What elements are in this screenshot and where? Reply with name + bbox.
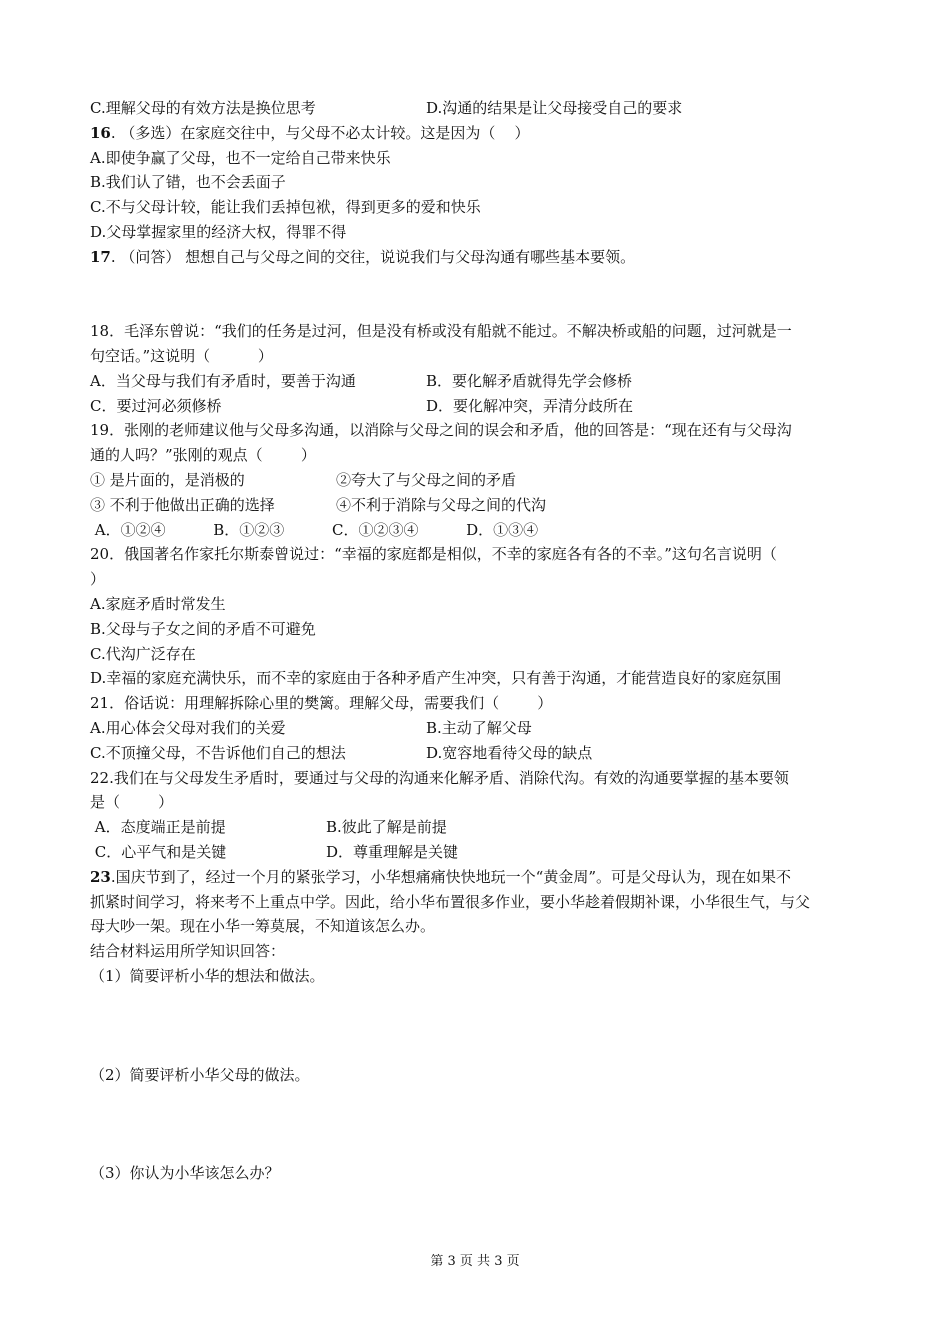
q21-option-c: C.不顶撞父母，不告诉他们自己的想法: [90, 743, 346, 762]
q20-stem-line2: ）: [90, 570, 106, 589]
q15-option-d: D.沟通的结果是让父母接受自己的要求: [426, 99, 683, 117]
q18-stem-line1: 18．毛泽东曾说：“我们的任务是过河，但是没有桥或没有船就不能过。不解决桥或船的问题，过河就是一: [90, 322, 792, 341]
q21-option-b: B.主动了解父母: [426, 718, 532, 737]
q19-item-3: ③ 不利于他做出正确的选择: [90, 495, 275, 514]
q15-option-c: C.理解父母的有效方法是换位思考: [90, 99, 316, 117]
q21-option-d: D.宽容地看待父母的缺点: [426, 743, 593, 762]
q18-options-cd: [90, 394, 865, 419]
q16-stem: [90, 121, 865, 146]
q17-number: 17: [90, 247, 111, 266]
q17-text: . （问答） 想想自己与父母之间的交往，说说我们与父母沟通有哪些基本要领。: [110, 247, 636, 266]
q16-number: 16: [90, 123, 111, 142]
q19-stem-line2: 通的人吗？”张刚的观点（ ）: [90, 446, 316, 465]
q22-stem-line2: 是（ ）: [90, 793, 174, 812]
q21-option-a: A.用心体会父母对我们的关爱: [90, 718, 286, 737]
q23-instruction: 结合材料运用所学知识回答：: [90, 942, 286, 961]
q21-options-ab: [90, 716, 865, 741]
q22-options-cd: [90, 840, 865, 865]
q19-item-4: ④不利于消除与父母之间的代沟: [336, 495, 547, 514]
q22-stem-line1: 22.我们在与父母发生矛盾时，要通过与父母的沟通来化解矛盾、消除代沟。有效的沟通要掌握的基本要领: [90, 768, 789, 787]
q19-items-12: [90, 468, 865, 493]
page-footer: 第 3 页 共 3 页: [430, 1254, 520, 1269]
q19-item-1: ① 是片面的，是消极的: [90, 470, 245, 489]
q23-stem-line2: 抓紧时间学习，将来考不上重点中学。因此，给小华布置很多作业，要小华趁着假期补课，小华很生气，与父: [90, 892, 811, 911]
q18-option-b: B．要化解矛盾就得先学会修桥: [426, 371, 633, 390]
q20-option-a: A.家庭矛盾时常发生: [90, 594, 226, 613]
q18-option-d: D．要化解冲突，弄清分歧所在: [426, 396, 634, 415]
q20-option-d: D.幸福的家庭充满快乐，而不幸的家庭由于各种矛盾产生冲突，只有善于沟通，才能营造良好的家庭氛围: [90, 669, 782, 688]
q22-option-d: D．尊重理解是关键: [326, 842, 459, 861]
q23-number: 23: [90, 867, 111, 886]
q16-text: . （多选）在家庭交往中，与父母不必太计较。这是因为（ ）: [110, 123, 530, 142]
q22-option-b: B.彼此了解是前提: [326, 818, 447, 837]
q19-items-34: [90, 493, 865, 518]
q23-subquestion-2: （2）简要评析小华父母的做法。: [90, 1065, 310, 1084]
q23-stem-line1: [90, 865, 865, 890]
q22-option-a: A．态度端正是前提: [90, 818, 226, 837]
question-sheet: [90, 96, 865, 1186]
q16-option-b: B.我们认了错，也不会丢面子: [90, 173, 286, 192]
q18-options-ab: [90, 369, 865, 394]
q20-stem-line1: 20．俄国著名作家托尔斯泰曾说过：“幸福的家庭都是相似，不幸的家庭各有各的不幸。”这句名言说明（: [90, 545, 777, 564]
q21-stem: 21．俗话说：用理解拆除心里的樊篱。理解父母，需要我们（ ）: [90, 694, 553, 713]
q18-option-a: A．当父母与我们有矛盾时，要善于沟通: [90, 371, 356, 390]
q19-item-2: ②夸大了与父母之间的矛盾: [336, 470, 517, 489]
q21-options-cd: [90, 741, 865, 766]
q20-option-b: B.父母与子女之间的矛盾不可避免: [90, 619, 316, 638]
q17-stem: [90, 245, 865, 270]
q18-option-c: C．要过河必须修桥: [90, 396, 222, 415]
q22-options-ab: [90, 815, 865, 840]
q19-stem-line1: 19．张刚的老师建议他与父母多沟通，以消除与父母之间的误会和矛盾，他的回答是：“现在还有与父母沟: [90, 421, 792, 440]
q23-subquestion-3: （3）你认为小华该怎么办？: [90, 1164, 280, 1183]
q16-option-a: A.即使争赢了父母，也不一定给自己带来快乐: [90, 148, 391, 167]
q23-subquestion-1: （1）简要评析小华的想法和做法。: [90, 966, 325, 985]
q16-option-c: C.不与父母计较，能让我们丢掉包袱，得到更多的爱和快乐: [90, 198, 481, 217]
q23-text-line1: .国庆节到了，经过一个月的紧张学习，小华想痛痛快快地玩一个“黄金周”。可是父母认为，现在如果不: [110, 867, 791, 886]
q16-option-d: D.父母掌握家里的经济大权，得罪不得: [90, 222, 347, 241]
q15-options-cd: [90, 96, 865, 121]
q19-answer-options: A．①②④ B．①②③ C．①②③④ D．①③④: [90, 520, 539, 539]
q23-stem-line3: 母大吵一架。现在小华一筹莫展，不知道该怎么办。: [90, 917, 436, 936]
q20-option-c: C.代沟广泛存在: [90, 644, 196, 663]
q22-option-c: C．心平气和是关键: [90, 842, 227, 861]
q18-stem-line2: 句空话。”这说明（ ）: [90, 346, 273, 365]
